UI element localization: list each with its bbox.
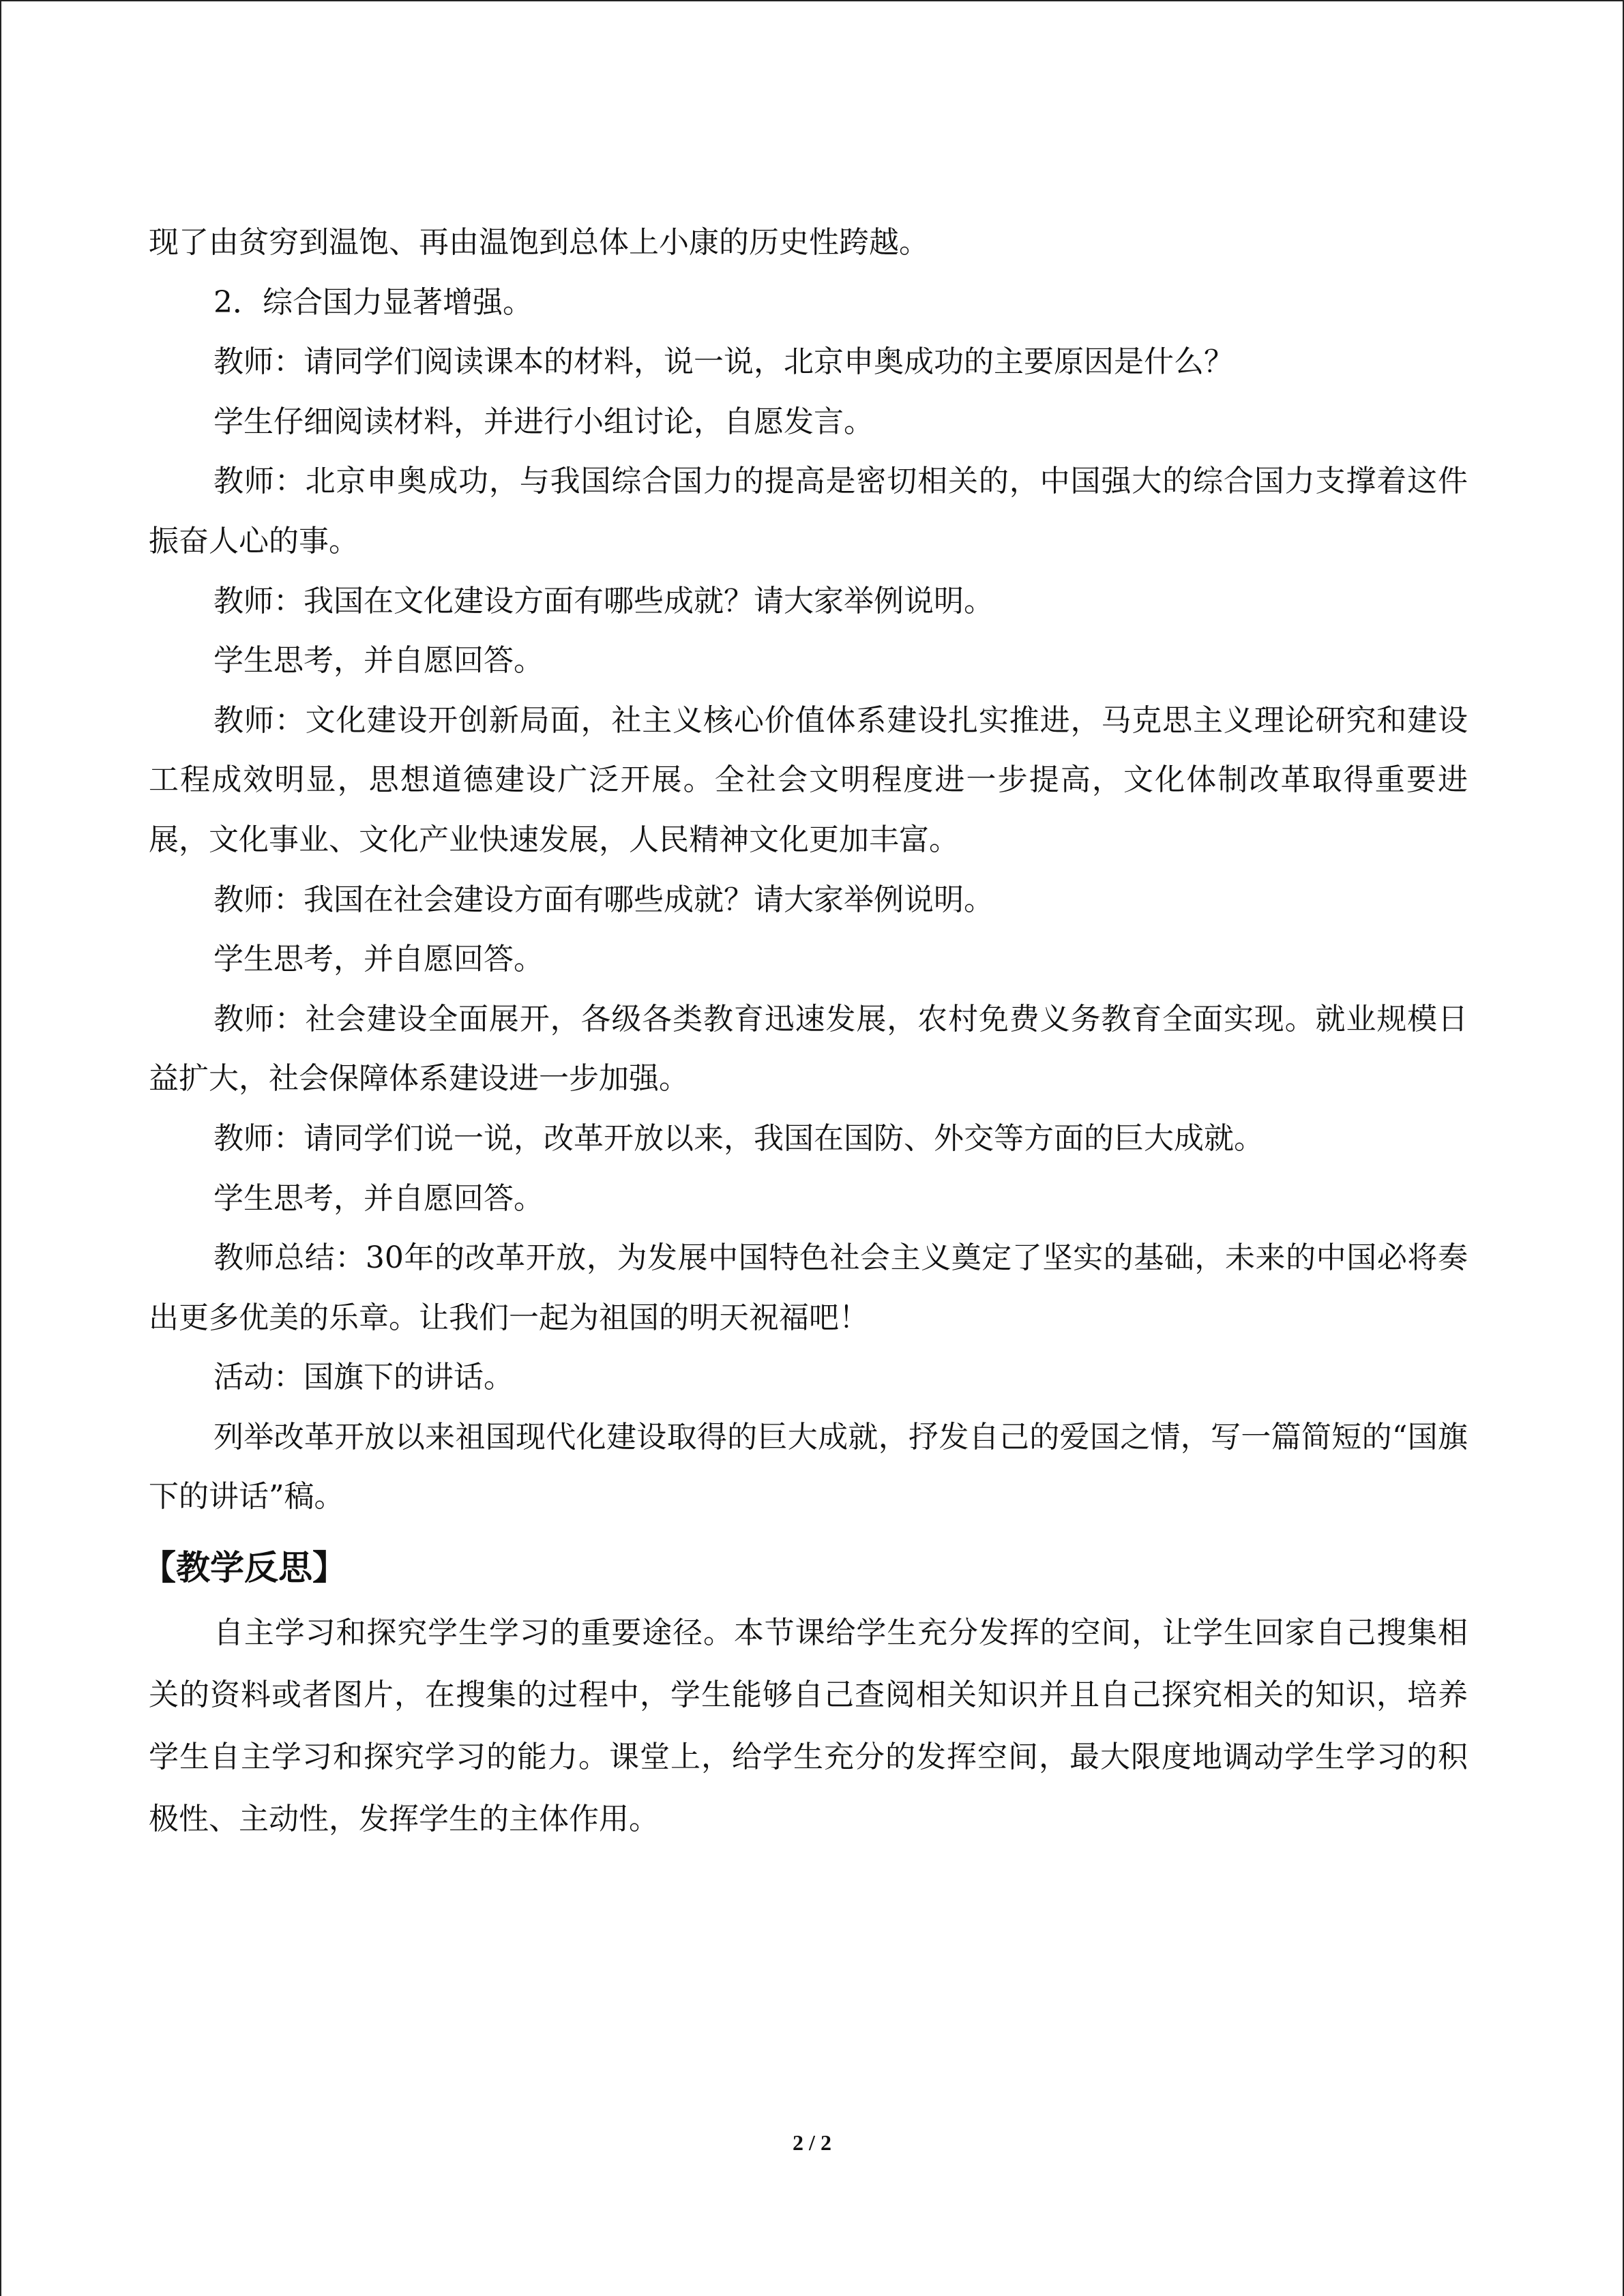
paragraph: 教师：社会建设全面展开，各级各类教育迅速发展，农村免费义务教育全面实现。就业规模日益扩大，社会保障体系建设进一步加强。 xyxy=(149,1001,1468,1097)
section-title-teaching-reflection: 【教学反思】 xyxy=(142,1548,346,1588)
document-body xyxy=(142,213,1468,1850)
subheading-comprehensive-strength: 2．综合国力显著增强。 xyxy=(213,284,533,320)
paragraph: 教师：北京申奥成功，与我国综合国力的提高是密切相关的，中国强大的综合国力支撑着这件振奋人心的事。 xyxy=(149,464,1468,558)
paragraph-activity: 活动：国旗下的讲话。 xyxy=(213,1360,514,1395)
paragraph: 学生思考，并自愿回答。 xyxy=(213,942,544,977)
paragraph-continuation: 现了由贫穷到温饱、再由温饱到总体上小康的历史性跨越。 xyxy=(149,225,929,260)
paragraph: 教师：文化建设开创新局面，社主义核心价值体系建设扎实推进，马克思主义理论研究和建设工程成效明显，思想道德建设广泛开展。全社会文明程度进一步提高，文化体制改革取得重要进展，文化事业、文化产业快速发展，人民精神文化更加丰富。 xyxy=(149,702,1468,857)
paragraph: 学生仔细阅读材料，并进行小组讨论，自愿发言。 xyxy=(213,404,874,439)
paragraph: 教师：我国在社会建设方面有哪些成就？请大家举例说明。 xyxy=(213,882,994,917)
paragraph: 学生思考，并自愿回答。 xyxy=(213,643,544,679)
paragraph: 教师总结：30年的改革开放，为发展中国特色社会主义奠定了坚实的基础，未来的中国必将奏出更多优美的乐章。让我们一起为祖国的明天祝福吧！ xyxy=(149,1240,1468,1335)
paragraph: 学生思考，并自愿回答。 xyxy=(213,1180,544,1216)
paragraph: 教师：我国在文化建设方面有哪些成就？请大家举例说明。 xyxy=(213,583,994,618)
page-number: 2 / 2 xyxy=(793,2130,831,2155)
reflection-section xyxy=(149,1602,1468,1850)
paragraph: 教师：请同学们说一说，改革开放以来，我国在国防、外交等方面的巨大成就。 xyxy=(213,1120,1264,1156)
paragraph: 列举改革开放以来祖国现代化建设取得的巨大成就，抒发自己的爱国之情，写一篇简短的“国旗下的讲话”稿。 xyxy=(149,1419,1468,1515)
paragraph: 教师：请同学们阅读课本的材料，说一说，北京申奥成功的主要原因是什么？ xyxy=(213,344,1234,380)
reflection-paragraph: 自主学习和探究学生学习的重要途径。本节课给学生充分发挥的空间，让学生回家自己搜集相关的资料或者图片，在搜集的过程中，学生能够自己查阅相关知识并且自己探究相关的知识，培养学生自主学习和探究学习的能力。课堂上，给学生充分的发挥空间，最大限度地调动学生学习的积极性、主动性，发挥学生的主体作用。 xyxy=(149,1615,1468,1837)
